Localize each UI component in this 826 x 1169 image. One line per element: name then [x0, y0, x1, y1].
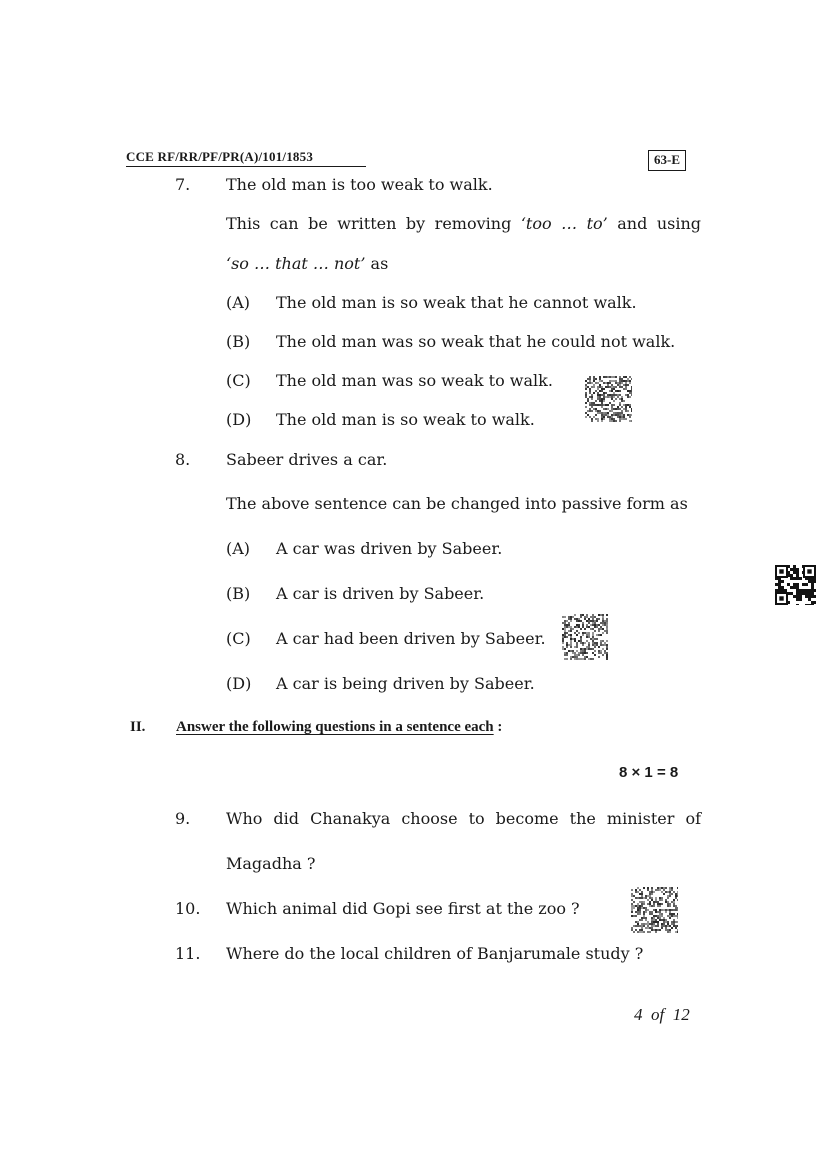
q7-option-label: (C) [226, 371, 251, 390]
paper-code-box: 63-E [648, 150, 686, 171]
section-title: Answer the following questions in a sentence each : [176, 719, 503, 735]
q8-option-text: A car is being driven by Sabeer. [276, 674, 535, 693]
q8-option-text: A car had been driven by Sabeer. [276, 629, 546, 648]
q9-number: 9. [175, 809, 191, 828]
noise-pattern-3 [631, 887, 678, 933]
q9-text-line1: Who did Chanakya choose to become the minister of [226, 809, 701, 828]
q8-option-label: (C) [226, 629, 251, 648]
q7-option-label: (A) [226, 293, 251, 312]
section-number: II. [130, 719, 146, 735]
qr-code-icon [775, 565, 816, 605]
q8-option-label: (A) [226, 539, 251, 558]
q8-option-text: A car is driven by Sabeer. [276, 584, 485, 603]
q11-number: 11. [175, 944, 201, 963]
q7-text: The old man is too weak to walk. [226, 175, 493, 194]
q8-number: 8. [175, 450, 191, 469]
page-number: 4 of 12 [634, 1005, 690, 1024]
q7-instruction-line2: ‘so … that … not’ as [226, 254, 389, 273]
q7-option-text: The old man was so weak that he could not walk. [276, 332, 676, 351]
q7-option-text: The old man is so weak that he cannot walk. [276, 293, 637, 312]
q8-instruction: The above sentence can be changed into passive form as [226, 494, 688, 513]
exam-code: CCE RF/RR/PF/PR(A)/101/1853 [126, 149, 314, 164]
q7-instruction-line1: This can be written by removing ‘too … to’ and using [226, 214, 702, 233]
header-underline [126, 166, 366, 167]
q7-option-label: (B) [226, 332, 251, 351]
q10-text: Which animal did Gopi see first at the zoo ? [226, 899, 580, 918]
q8-option-text: A car was driven by Sabeer. [276, 539, 503, 558]
noise-pattern-2 [562, 614, 608, 660]
q9-text-line2: Magadha ? [226, 854, 316, 873]
q8-option-label: (B) [226, 584, 251, 603]
q8-option-label: (D) [226, 674, 252, 693]
section-marks: 8 × 1 = 8 [619, 764, 679, 781]
q7-option-text: The old man is so weak to walk. [276, 410, 535, 429]
q7-option-label: (D) [226, 410, 252, 429]
q11-text: Where do the local children of Banjarumale study ? [226, 944, 644, 963]
q8-text: Sabeer drives a car. [226, 450, 388, 469]
q7-number: 7. [175, 175, 191, 194]
q7-option-text: The old man was so weak to walk. [276, 371, 553, 390]
q10-number: 10. [175, 899, 201, 918]
noise-pattern-1 [585, 376, 632, 422]
